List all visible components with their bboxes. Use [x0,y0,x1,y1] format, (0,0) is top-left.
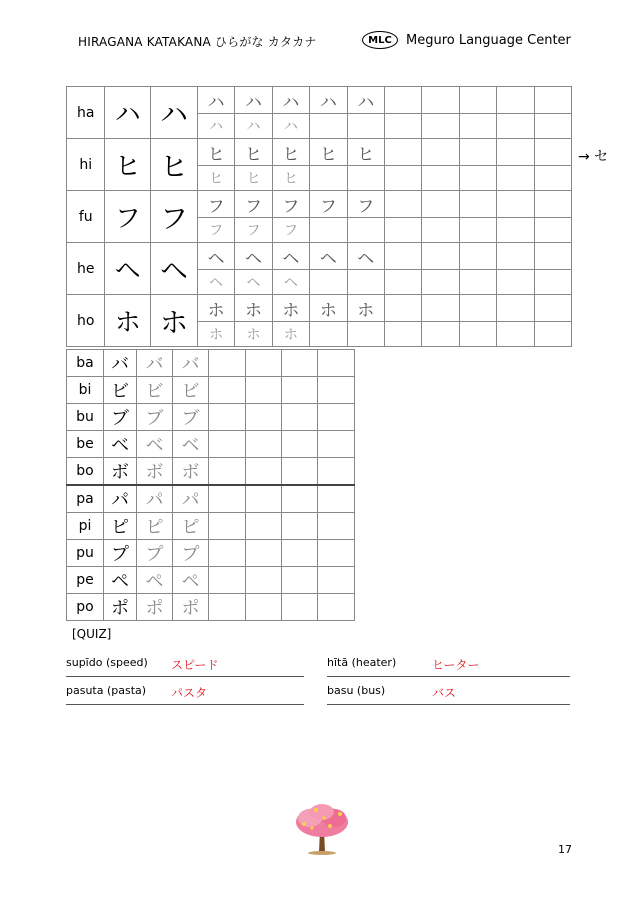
romaji-cell: hi [67,139,105,191]
practice-cell [282,404,318,431]
romaji-cell: po [67,594,104,621]
quiz-title: [QUIZ] [72,627,112,641]
practice-cell [209,458,246,486]
trace-cell: ヒ [272,139,309,166]
practice-cell [497,322,534,347]
romaji-cell: fu [67,191,105,243]
romaji-cell: pi [67,513,104,540]
center-name: Meguro Language Center [406,32,571,48]
practice-cell [497,191,534,218]
main-row [67,295,572,322]
practice-cell [497,295,534,322]
mlc-logo: MLC [362,31,398,49]
trace-cell: ベ [137,431,173,458]
trace-cell: バ [173,350,209,377]
romaji-cell: pa [67,485,104,513]
trace-cell: ヒ [310,139,347,166]
practice-cell [384,295,421,322]
trace-cell: ビ [137,377,173,404]
practice-cell [310,218,347,243]
practice-cell [318,513,355,540]
practice-cell [534,322,571,347]
trace-cell: ペ [137,567,173,594]
trace-cell-faint: ヘ [272,270,309,295]
practice-cell [422,87,459,114]
dakuten-row [67,458,355,486]
practice-cell [534,243,571,270]
practice-cell [347,322,384,347]
trace-cell-faint: フ [235,218,272,243]
trace-cell: ヘ [197,243,234,270]
main-row [67,243,572,270]
romaji-cell: be [67,431,104,458]
trace-cell: ポ [173,594,209,621]
practice-cell [534,114,571,139]
practice-cell [534,139,571,166]
katakana-cell: ハ [151,87,198,139]
trace-cell: ヒ [197,139,234,166]
practice-cell [384,218,421,243]
practice-cell [318,540,355,567]
katakana-cell: ヒ [151,139,198,191]
model-kana-cell: プ [104,540,137,567]
practice-cell [318,458,355,486]
dakuten-row [67,513,355,540]
trace-cell: ポ [137,594,173,621]
practice-cell [459,322,496,347]
practice-cell [246,431,282,458]
model-kana-cell: ピ [104,513,137,540]
practice-cell [347,114,384,139]
practice-cell [384,166,421,191]
practice-cell [209,513,246,540]
trace-cell-faint: ホ [272,322,309,347]
trace-cell: フ [310,191,347,218]
practice-cell [422,218,459,243]
trace-cell-faint: ヘ [235,270,272,295]
quiz-romaji: supīdo (speed) [66,656,148,669]
main-row [67,191,572,218]
main-practice-grid [66,86,572,347]
trace-cell-faint: ハ [272,114,309,139]
model-kana-cell: パ [104,485,137,513]
model-kana-cell: ブ [104,404,137,431]
page-number: 17 [558,843,572,856]
trace-cell: ボ [173,458,209,486]
trace-cell: ハ [310,87,347,114]
practice-cell [459,166,496,191]
practice-cell [384,114,421,139]
practice-cell [246,594,282,621]
practice-cell [459,87,496,114]
katakana-cell: フ [151,191,198,243]
practice-cell [459,191,496,218]
practice-cell [459,218,496,243]
trace-cell-faint: ハ [235,114,272,139]
model-kana-cell: バ [104,350,137,377]
practice-cell [282,350,318,377]
practice-cell [282,458,318,486]
practice-cell [497,114,534,139]
katakana-cell: ホ [151,295,198,347]
trace-cell: ホ [347,295,384,322]
trace-cell: ハ [272,87,309,114]
quiz-answer: ヒーター [432,658,480,672]
model-kana-cell: ハ [105,87,151,139]
practice-cell [534,218,571,243]
dakuten-row [67,377,355,404]
practice-cell [347,166,384,191]
practice-cell [347,218,384,243]
trace-cell: ヘ [272,243,309,270]
trace-cell-faint: ハ [197,114,234,139]
dakuten-row [67,594,355,621]
trace-cell: パ [173,485,209,513]
practice-cell [534,191,571,218]
quiz-romaji: basu (bus) [327,684,386,697]
dakuten-row [67,350,355,377]
practice-cell [209,404,246,431]
practice-cell [209,540,246,567]
trace-cell: ホ [310,295,347,322]
quiz-item [327,684,570,705]
practice-cell [318,404,355,431]
trace-cell: ピ [137,513,173,540]
romaji-cell: pu [67,540,104,567]
main-row [67,87,572,114]
practice-cell [318,350,355,377]
romaji-cell: bu [67,404,104,431]
practice-cell [459,270,496,295]
trace-cell: フ [347,191,384,218]
quiz-romaji: pasuta (pasta) [66,684,147,697]
practice-cell [209,485,246,513]
trace-cell: フ [272,191,309,218]
practice-cell [282,377,318,404]
dakuten-row [67,485,355,513]
model-kana-cell: ホ [105,295,151,347]
practice-cell [534,166,571,191]
practice-cell [310,114,347,139]
quiz-item [66,684,304,705]
practice-cell [422,139,459,166]
practice-cell [497,139,534,166]
dakuten-practice-grid [66,349,355,621]
practice-cell [318,431,355,458]
trace-cell: プ [173,540,209,567]
trace-cell: ヘ [235,243,272,270]
practice-cell [318,485,355,513]
main-row [67,139,572,166]
quiz-romaji: hītā (heater) [327,656,397,669]
quiz-answer: スピード [171,658,219,672]
practice-cell [282,567,318,594]
trace-cell: バ [137,350,173,377]
practice-cell [534,87,571,114]
trace-cell-faint: フ [272,218,309,243]
practice-cell [534,270,571,295]
tree-illustration [290,800,354,856]
dakuten-row [67,404,355,431]
trace-cell: ピ [173,513,209,540]
practice-cell [246,404,282,431]
romaji-cell: he [67,243,105,295]
model-kana-cell: ペ [104,567,137,594]
practice-cell [209,377,246,404]
model-kana-cell: フ [105,191,151,243]
practice-cell [246,567,282,594]
trace-cell-faint: ヒ [197,166,234,191]
practice-cell [497,87,534,114]
practice-cell [497,218,534,243]
practice-cell [459,295,496,322]
trace-cell: ヘ [347,243,384,270]
practice-cell [310,322,347,347]
practice-cell [384,87,421,114]
trace-cell: ヘ [310,243,347,270]
practice-cell [459,139,496,166]
practice-cell [422,295,459,322]
practice-cell [318,377,355,404]
practice-cell [282,594,318,621]
model-kana-cell: ヘ [105,243,151,295]
practice-cell [422,322,459,347]
practice-cell [209,431,246,458]
practice-cell [282,431,318,458]
practice-cell [246,377,282,404]
practice-cell [384,270,421,295]
practice-cell [422,166,459,191]
practice-cell [459,243,496,270]
practice-cell [209,567,246,594]
model-kana-cell: ヒ [105,139,151,191]
romaji-cell: bo [67,458,104,486]
practice-cell [209,594,246,621]
romaji-cell: ha [67,87,105,139]
practice-cell [209,350,246,377]
trace-cell: ブ [137,404,173,431]
trace-cell-faint: ヘ [197,270,234,295]
practice-cell [246,513,282,540]
trace-cell: ヒ [347,139,384,166]
practice-cell [497,270,534,295]
practice-cell [310,166,347,191]
practice-cell [318,567,355,594]
model-kana-cell: ポ [104,594,137,621]
quiz-answer: バス [432,686,457,700]
katakana-cell: ヘ [151,243,198,295]
practice-cell [318,594,355,621]
practice-cell [282,513,318,540]
model-kana-cell: ビ [104,377,137,404]
quiz-answer: パスタ [171,686,208,700]
practice-cell [246,458,282,486]
practice-cell [459,114,496,139]
practice-cell [422,270,459,295]
trace-cell: ペ [173,567,209,594]
practice-cell [422,114,459,139]
practice-cell [384,191,421,218]
romaji-cell: pe [67,567,104,594]
trace-cell: ハ [197,87,234,114]
model-kana-cell: ベ [104,431,137,458]
trace-cell: ベ [173,431,209,458]
trace-cell-faint: ヒ [235,166,272,191]
trace-cell: フ [197,191,234,218]
quiz-item [327,656,570,677]
trace-cell: ホ [272,295,309,322]
romaji-cell: ho [67,295,105,347]
practice-cell [310,270,347,295]
trace-cell-faint: ホ [197,322,234,347]
dakuten-row [67,567,355,594]
next-kana-arrow: → セ [578,149,609,165]
trace-cell: ホ [235,295,272,322]
trace-cell: ボ [137,458,173,486]
dakuten-row [67,540,355,567]
trace-cell: パ [137,485,173,513]
practice-cell [347,270,384,295]
practice-cell [282,540,318,567]
quiz-item [66,656,304,677]
practice-cell [246,485,282,513]
dakuten-row [67,431,355,458]
trace-cell: プ [137,540,173,567]
trace-cell: ホ [197,295,234,322]
practice-cell [384,322,421,347]
trace-cell: ハ [235,87,272,114]
trace-cell-faint: ホ [235,322,272,347]
trace-cell: ブ [173,404,209,431]
practice-cell [534,295,571,322]
trace-cell: ハ [347,87,384,114]
model-kana-cell: ボ [104,458,137,486]
practice-cell [497,166,534,191]
publisher [362,31,571,49]
practice-cell [384,139,421,166]
practice-cell [497,243,534,270]
practice-cell [422,243,459,270]
trace-cell-faint: フ [197,218,234,243]
trace-cell-faint: ヒ [272,166,309,191]
practice-cell [384,243,421,270]
practice-cell [422,191,459,218]
trace-cell: ビ [173,377,209,404]
romaji-cell: ba [67,350,104,377]
practice-cell [282,485,318,513]
trace-cell: ヒ [235,139,272,166]
page-header-title: HIRAGANA KATAKANA ひらがな カタカナ [78,35,317,49]
practice-cell [246,540,282,567]
romaji-cell: bi [67,377,104,404]
practice-cell [246,350,282,377]
trace-cell: フ [235,191,272,218]
